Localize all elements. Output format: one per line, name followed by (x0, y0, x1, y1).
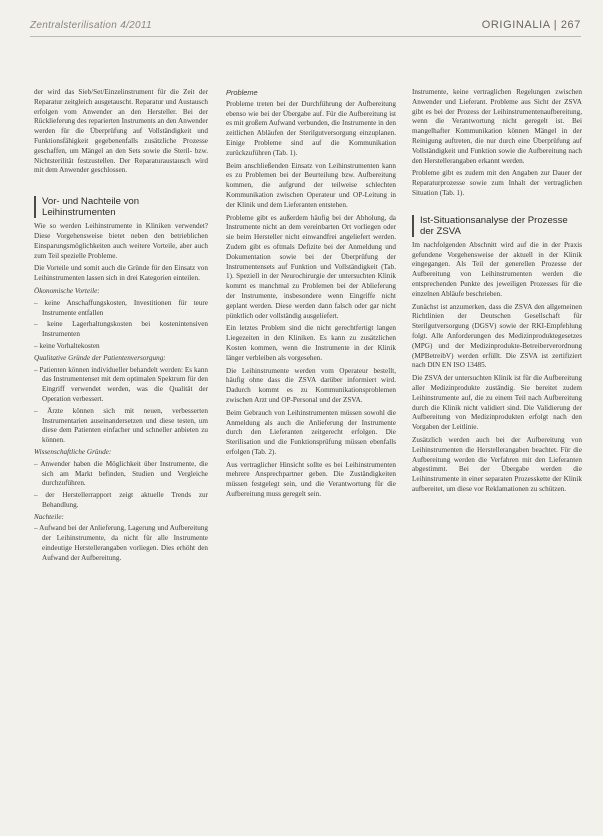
subsection-label: Nachteile: (34, 512, 64, 521)
paragraph: Im nachfolgenden Abschnitt wird auf die in der Praxis gefundene Vorgehensweise der aktuell in der Klinik eingegangen. Als Teil der generellen Prozesse der Aufbereitung von Leihinstrumenten werden die entsprechenden Punkte des jeweiligen Prozesses für die einzelnen Abläufe beschrieben. (412, 240, 582, 298)
subsection-label: Qualitative Gründe der Patientenversorgung: (34, 353, 166, 362)
bullet-item: – Anwender haben die Möglichkeit über Instrumente, die sich am Markt befinden, Studien und Vergleiche durchzuführen. (34, 459, 208, 488)
bullet-item: – keine Vorhaltekosten (34, 341, 100, 350)
journal-name: Zentralsterilisation 4/2011 (30, 20, 152, 31)
paragraph: Wie so werden Leihinstrumente in Kliniken verwendet? Diese Vorgehensweise bietet neben den betrieblichen Einsparungsmöglichkeiten auch weitere Vorteile, aber auch zum Teil spezielle Probleme. (34, 222, 208, 260)
bullet-item: – Aufwand bei der Anlieferung, Lagerung und Aufbereitung der Leihinstrumente, da nicht für alle Instrumente eindeutige Herstellerangaben vorliegen. Dies erhöht den Aufwand der Aufbereitung. (34, 524, 208, 562)
paragraph: Probleme treten bei der Durchführung der Aufbereitung ebenso wie bei der Übergabe auf. Für die Aufbereitung ist es mit großem Aufwand verbunden, die Instrumente in den zeitlichen Abläufen der Sterilgutversorgung einzuplanen. Einige Probleme sind auf die Kommunikation zurückzuführen (Tab. 1). (226, 99, 396, 157)
paragraph: Ein letztes Problem sind die nicht gerechtfertigt langen Liegezeiten in den Kliniken. Es kann zu zusätzlichen Kosten kommen, wenn die Instrumente in der Klinik länger verbleiben als vorgesehen. (226, 324, 396, 362)
intro-paragraph: der wird das Sieb/Set/Einzelinstrument für die Zeit der Reparatur zeitgleich ausgetauscht. Reparatur und Austausch erfolgen vom Anwender an den Hersteller. Bei der Rücklieferung des reparierten Instruments an den Anwender werden für die Überprüfung auf Vollständigkeit und Funktionsfähigkeit gegebenenfalls zusätzliche Prozesse geschaffen, um Mängel an den Sets sowie die Steril- bzw. Nichtsterilität festzustellen. Der Reparaturaustausch wird mit dem Anwender geschlossen. (34, 88, 208, 175)
section-heading-situation-analysis: Ist-Situationsanalyse der Prozesse der ZSVA (412, 215, 582, 237)
paragraph: Probleme gibt es zudem mit den Angaben zur Dauer der Reparaturprozesse sowie zum Inhalt der vertraglichen Situation (Tab. 1). (412, 169, 582, 197)
bullet-item: – keine Lagerhaltungskosten bei kostenintensiven Instrumenten (34, 320, 208, 339)
bullet-item: – keine Anschaffungskosten, Investitionen für teure Instrumente entfallen (34, 298, 208, 317)
subsection-label: Probleme (226, 88, 258, 97)
subsection-label: Ökonomische Vorteile: (34, 286, 100, 295)
page-header (30, 20, 581, 37)
paragraph: Die Vorteile und somit auch die Gründe für den Einsatz von Leihinstrumenten lassen sich in drei Kategorien einteilen. (34, 264, 208, 283)
section-heading-pros-cons: Vor- und Nachteile von Leihinstrumenten (34, 196, 208, 218)
paragraph: Aus vertraglicher Hinsicht sollte es bei Leihinstrumenten mehrere Ansprechpartner geben. Die Zuständigkeiten müssen festgelegt sein, und die Verantwortung für die Aufbereitung muss geregelt sein. (226, 460, 396, 499)
paragraph: Probleme gibt es außerdem häufig bei der Abholung, da Instrumente nicht an dem vereinbarten Ort vorliegen oder sie beim Hersteller nicht einwandfrei angeliefert werden. Zudem gibt es oftmals Defizite bei der Anmeldung und Dokumentation sowie bei der Überprüfung der Instrumentensets auf Funktion und Vollständigkeit (Tab. 1). Speziell in der Neurochirurgie der untersuchten Klinik kommt es manchmal zu Problemen bei der Ablieferung der Instrumente, insbesondere wenn Eingriffe nicht geplant werden. Diese werden dann falsch oder gar nicht pünktlich oder vollständig ausgeliefert. (226, 213, 396, 320)
paragraph: Die Leihinstrumente werden vom Operateur bestellt, häufig ohne dass die ZSVA darüber informiert wird. Dadurch kommt es zu Kommunikationsproblemen zwischen Arzt und OP-Personal und der ZSVA. (226, 366, 396, 404)
bullet-item: – Ärzte können sich mit neuen, verbesserten Instrumentarien auseinandersetzen und diese testen, um diese dem Patienten einfacher und schneller anbieten zu können. (34, 406, 208, 445)
paragraph: Zunächst ist anzumerken, dass die ZSVA den allgemeinen Richtlinien der Deutschen Gesellschaft für Sterilgutversorgung (DGSV) sowie der RKI-Empfehlung folgt. Alle Anforderungen des Medizinproduktegesetzes (MPG) und der Medizinprodukte-Betreiberverordnung (MPBetreibV) werden erfüllt. Die ZSVA ist zertifiziert nach DIN EN ISO 13485. (412, 302, 582, 370)
column-left (34, 88, 208, 828)
column-middle (226, 88, 396, 828)
column-right (412, 88, 582, 828)
bullet-item: – Patienten können individueller behandelt werden: Es kann das Instrumentenset mit dem optimalen Spektrum für den Eingriff verwendet werden, was die Qualität der Operation verbessert. (34, 365, 208, 403)
paragraph: Die ZSVA der untersuchten Klinik ist für die Aufbereitung aller Medizinprodukte zuständig. Sie bereitet zudem Leihinstrumente auf, die zu einem Teil nach Aufbereitung durch die Klinik nicht validiert sind. Die Validierung der Aufbereitung von Medizinprodukten erfolgt nach den Vorgaben der Leitlinie. (412, 374, 582, 432)
paragraph: Beim anschließenden Einsatz von Leihinstrumenten kann es zu Problemen bei der Beurteilung bzw. Aufbereitung kommen, die aufgrund der teilweise schlechten Kommunikation zwischen Operateur und OP-Leitung in der Klinik und dem Lieferanten entstehen. (226, 161, 396, 209)
subsection-label: Wissenschaftliche Gründe: (34, 447, 112, 456)
paragraph: Instrumente, keine vertraglichen Regelungen zwischen Anwender und Lieferant. Probleme aus Sicht der ZSVA gibt es bei der Prozess der Leihinstrumentenaufbereitung, wenn die Verantwortung nicht geregelt ist. Bei mangelhafter Kommunikation können Mängel in der Reinigung auftreten, die nur durch eine Überprüfung auf Vollständigkeit und Funktion sowie die Aufbereitung nach den Herstellerangaben erkannt werden. (412, 88, 582, 165)
paragraph: Beim Gebrauch von Leihinstrumenten müssen sowohl die Anmeldung als auch die Anlieferung der Instrumente durch den Lieferanten zeitgerecht erfolgen. Die Sterilisation und die Funktionsprüfung müssen ebenfalls erfolgen (Tab. 2). (226, 408, 396, 456)
section-page-number: ORIGINALIA | 267 (481, 19, 581, 31)
bullet-item: – der Herstellerrapport zeigt aktuelle Trends zur Behandlung. (34, 491, 208, 509)
paragraph: Zusätzlich werden auch bei der Aufbereitung von Leihinstrumenten die Herstellerangaben beachtet. Für die Aufbereitung werden die Verfahren mit den Lieferanten abgestimmt. Bei der Übergabe werden die Leihinstrumente in einer separaten Prozesskette der Klinik aufbereitet, um diese vor Reklamationen zu schützen. (412, 435, 582, 493)
